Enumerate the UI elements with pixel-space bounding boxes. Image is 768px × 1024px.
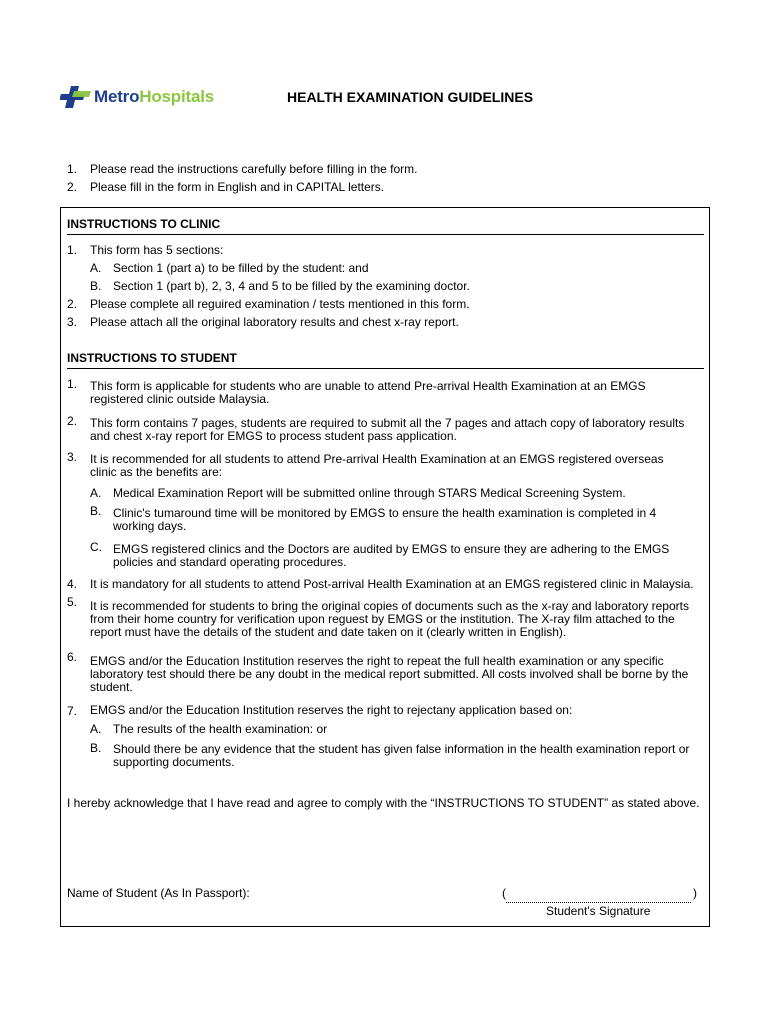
student-name-label: Name of Student (As In Passport): <box>67 886 250 900</box>
student-subitem-text: The results of the health examination: or <box>113 722 328 736</box>
student-item-number: 7. <box>67 704 78 718</box>
signature-paren-open: ( <box>502 886 506 900</box>
item-text: Please read the instructions carefully before filling in the form. <box>90 162 418 176</box>
student-subitem-letter: B. <box>90 741 102 755</box>
clinic-item-number: 1. <box>67 243 78 257</box>
clinic-subitem-text: Section 1 (part b), 2, 3, 4 and 5 to be filled by the examining doctor. <box>113 279 470 293</box>
student-subitem-text: Medical Examination Report will be submitted online through STARS Medical Screening System. <box>113 486 626 500</box>
item-text: Please fill in the form in English and in CAPITAL letters. <box>90 180 385 194</box>
clinic-heading-rule <box>67 234 704 235</box>
medical-cross-logo-icon <box>60 84 92 110</box>
clinic-subitem-letter: A. <box>90 261 102 275</box>
student-heading: INSTRUCTIONS TO STUDENT <box>67 351 237 365</box>
clinic-item-text: Please attach all the original laboratory results and chest x-ray report. <box>90 315 459 329</box>
signature-label: Student's Signature <box>546 904 651 918</box>
student-subitem-letter: A. <box>90 722 102 736</box>
student-subitem-letter: B. <box>90 504 102 518</box>
clinic-subitem-letter: B. <box>90 279 102 293</box>
student-subitem-letter: A. <box>90 486 102 500</box>
student-item-number: 4. <box>67 577 78 591</box>
student-item-number: 3. <box>67 450 78 464</box>
clinic-item-number: 3. <box>67 315 78 329</box>
item-number: 2. <box>67 180 78 194</box>
page-title: HEALTH EXAMINATION GUIDELINES <box>287 89 534 105</box>
acknowledgement-text: I hereby acknowledge that I have read and agree to comply with the “INSTRUCTIONS TO STUDENT” as stated above. <box>67 796 700 810</box>
student-item-number: 5. <box>67 595 78 609</box>
student-item-number: 6. <box>67 650 78 664</box>
student-subitem-text: Should there be any evidence that the student has given false information in the health examination report or supporting documents. <box>113 742 690 769</box>
student-item-text: EMGS and/or the Education Institution reserves the right to repeat the full health examination or any specific laboratory test should there be any doubt in the medical report submitted. All costs involved shall be borne by the student. <box>90 654 689 694</box>
logo-metro-text: Metro <box>94 87 140 106</box>
student-item-text: This form contains 7 pages, students are required to submit all the 7 pages and attach copy of laboratory results and chest x-ray report for EMGS to process student pass application. <box>90 416 685 443</box>
student-item-number: 1. <box>67 377 78 391</box>
metro-hospitals-logo <box>60 84 214 110</box>
signature-line[interactable] <box>506 902 691 903</box>
student-item-text: This form is applicable for students who are unable to attend Pre-arrival Health Examination at an EMGS registered clinic outside Malaysia. <box>90 379 646 406</box>
student-item-text: It is mandatory for all students to attend Post-arrival Health Examination at an EMGS registered clinic in Malaysia. <box>90 577 694 591</box>
logo-hospitals-text: Hospitals <box>139 87 214 106</box>
clinic-item-number: 2. <box>67 297 78 311</box>
student-subitem-text: Clinic's tumaround time will be monitored by EMGS to ensure the health examination is completed in 4 working days. <box>113 506 657 533</box>
clinic-item-text: This form has 5 sections: <box>90 243 224 257</box>
student-subitem-text: EMGS registered clinics and the Doctors are audited by EMGS to ensure they are adhering to the EMGS policies and standard operating procedures. <box>113 542 670 569</box>
clinic-heading: INSTRUCTIONS TO CLINIC <box>67 217 221 231</box>
student-subitem-letter: C. <box>90 540 102 554</box>
student-heading-rule <box>67 368 704 369</box>
clinic-subitem-text: Section 1 (part a) to be filled by the student: and <box>113 261 369 275</box>
student-item-text: EMGS and/or the Education Institution reserves the right to rejectany application based on: <box>90 703 573 717</box>
student-item-number: 2. <box>67 414 78 428</box>
clinic-item-text: Please complete all reguired examination / tests mentioned in this form. <box>90 297 470 311</box>
student-item-text: It is recommended for students to bring the original copies of documents such as the x-ray and laboratory reports from their home country for verification upon reguest by EMGS or the institution. The X-ray film attached to the report must have the details of the student and date taken on it (clearly written in English). <box>90 599 689 639</box>
item-number: 1. <box>67 162 78 176</box>
signature-paren-close: ) <box>693 886 697 900</box>
student-item-text: It is recommended for all students to attend Pre-arrival Health Examination at an EMGS registered overseas clinic as the benefits are: <box>90 452 664 479</box>
logo-wordmark <box>94 87 214 107</box>
